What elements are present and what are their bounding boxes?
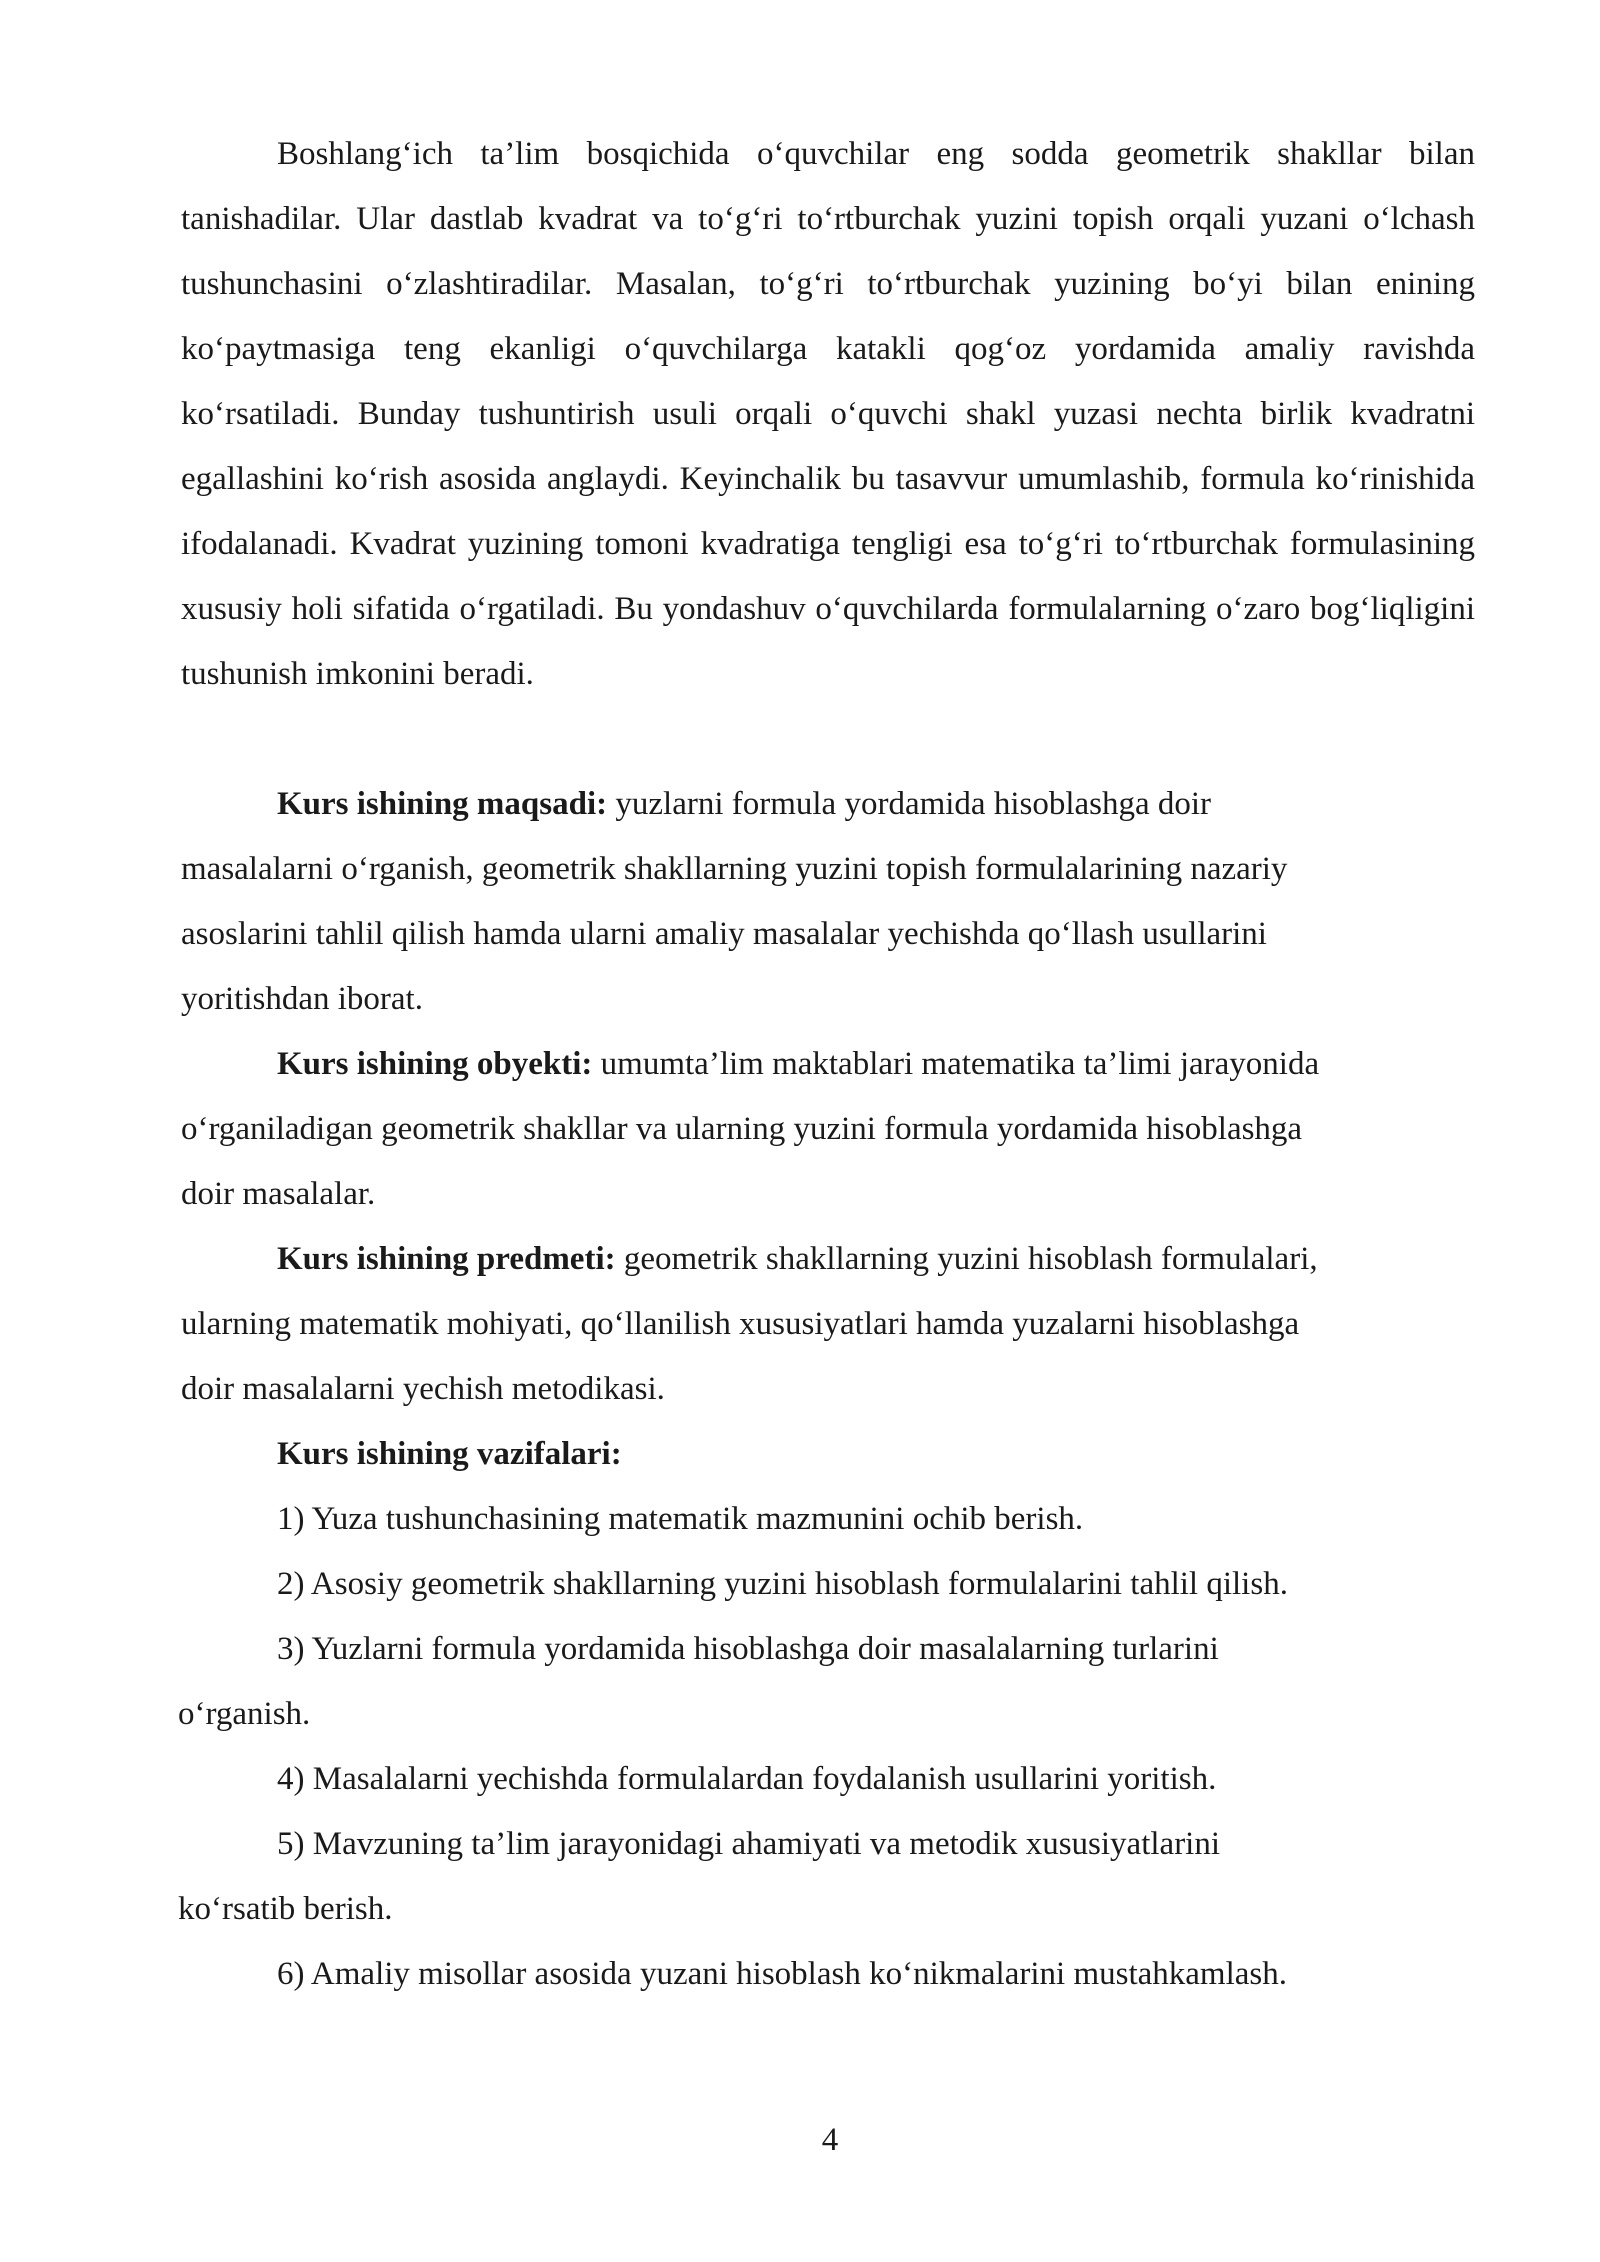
task-item-2: 2) Asosiy geometrik shakllarning yuzini hisoblash formulalarini tahlil qilish. <box>277 1566 1288 1602</box>
task-item-5-continuation: ko‘rsatib berish. <box>178 1891 393 1927</box>
intro-paragraph: Boshlang‘ich ta’lim bosqichida o‘quvchilar eng sodda geometrik shakllar bilan tanishadilar. Ular dastlab kvadrat va to‘g‘ri to‘rtburchak yuzini topish orqali yuzani o‘lchash tushunchasini o‘zlashtiradilar. Masalan, to‘g‘ri to‘rtburchak yuzining bo‘yi bilan enining ko‘paytmasiga teng ekanligi o‘quvchilarga katakli qog‘oz yordamida amaliy ravishda ko‘rsatiladi. Bunday tushuntirish usuli orqali o‘quvchi shakl yuzasi nechta birlik kvadratni egallashini ko‘rish asosida anglaydi. Keyinchalik bu tasavvur umumlashib, formula ko‘rinishida ifodalanadi. Kvadrat yuzining tomoni kvadratiga tengligi esa to‘g‘ri to‘rtburchak formulasining xususiy holi sifatida o‘rgatiladi. Bu yondashuv o‘quvchilarda formulalarning o‘zaro bog‘liqligini tushunish imkonini beradi. <box>181 136 1475 692</box>
object-text-line3: doir masalalar. <box>181 1176 376 1212</box>
object-paragraph <box>181 1032 1475 1097</box>
goal-text-line2: masalalarni o‘rganish, geometrik shakllarning yuzini topish formulalarining nazariy <box>181 851 1288 887</box>
task-item-4: 4) Masalalarni yechishda formulalardan foydalanish usullarini yoritish. <box>277 1761 1217 1797</box>
task-item-5: 5) Mavzuning ta’lim jarayonidagi ahamiyati va metodik xususiyatlarini <box>277 1826 1221 1862</box>
intro-section <box>181 122 1475 707</box>
goal-text-line1: yuzlarni formula yordamida hisoblashga doir <box>607 786 1212 822</box>
subject-paragraph <box>181 1227 1475 1292</box>
goal-text-line4: yoritishdan iborat. <box>181 981 423 1017</box>
object-text-line2: o‘rganiladigan geometrik shakllar va ularning yuzini formula yordamida hisoblashga <box>181 1111 1303 1147</box>
object-label: Kurs ishining obyekti: <box>277 1046 593 1082</box>
goal-paragraph <box>181 772 1475 837</box>
page-number: 4 <box>821 2122 839 2158</box>
course-work-sections <box>178 772 1475 2007</box>
task-item-3-continuation: o‘rganish. <box>178 1696 311 1732</box>
goal-text-line3: asoslarini tahlil qilish hamda ularni amaliy masalalar yechishda qo‘llash usullarini <box>181 916 1267 952</box>
subject-text-line1: geometrik shakllarning yuzini hisoblash formulalari, <box>615 1241 1318 1277</box>
task-item-3: 3) Yuzlarni formula yordamida hisoblashga doir masalalarning turlarini <box>277 1631 1219 1667</box>
task-item-1: 1) Yuza tushunchasining matematik mazmunini ochib berish. <box>277 1501 1084 1537</box>
object-text-line1: umumta’lim maktablari matematika ta’limi jarayonida <box>592 1046 1320 1082</box>
subject-label: Kurs ishining predmeti: <box>277 1241 616 1277</box>
task-item-6: 6) Amaliy misollar asosida yuzani hisoblash ko‘nikmalarini mustahkamlash. <box>277 1956 1287 1992</box>
subject-text-line2: ularning matematik mohiyati, qo‘llanilish xususiyatlari hamda yuzalarni hisoblashga <box>181 1306 1300 1342</box>
goal-label: Kurs ishining maqsadi: <box>277 786 608 822</box>
tasks-heading: Kurs ishining vazifalari: <box>277 1436 622 1472</box>
subject-text-line3: doir masalalarni yechish metodikasi. <box>181 1371 665 1407</box>
